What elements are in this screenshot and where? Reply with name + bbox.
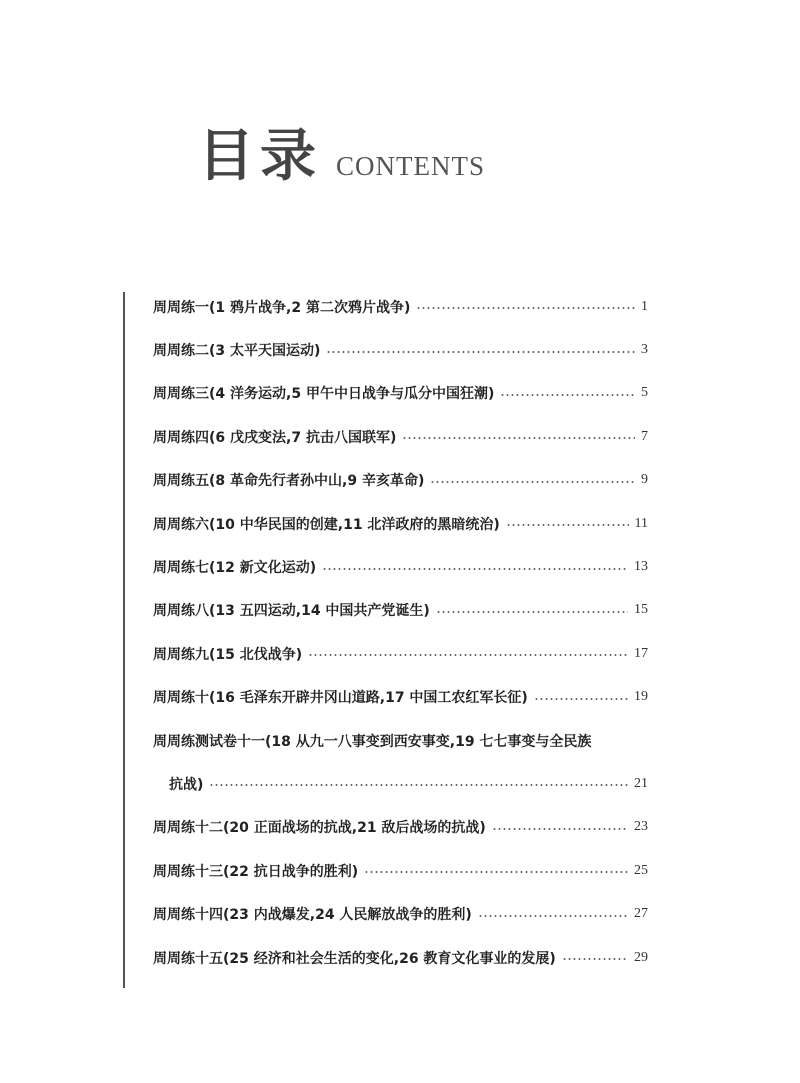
toc-entry-page: 7 xyxy=(641,428,648,444)
table-of-contents xyxy=(153,285,648,979)
toc-entry[interactable] xyxy=(153,285,648,328)
dot-leader xyxy=(436,611,628,613)
dot-leader xyxy=(402,437,635,439)
toc-entry-page: 13 xyxy=(634,559,648,575)
toc-entry-page: 9 xyxy=(641,472,648,488)
toc-entry[interactable] xyxy=(153,892,648,935)
toc-entry[interactable] xyxy=(153,415,648,458)
title-english: CONTENTS xyxy=(336,151,485,181)
page-title xyxy=(198,123,485,189)
toc-entry-page: 27 xyxy=(634,906,648,922)
toc-entry-label: 周周练二(3 太平天国运动) xyxy=(153,343,321,360)
toc-entry-label: 周周练七(12 新文化运动) xyxy=(153,560,317,577)
dot-leader xyxy=(506,524,629,526)
toc-entry[interactable] xyxy=(153,936,648,979)
toc-entry[interactable] xyxy=(153,328,648,371)
dot-leader xyxy=(534,698,628,700)
dot-leader xyxy=(364,871,628,873)
toc-entry[interactable] xyxy=(153,502,648,545)
dot-leader xyxy=(326,351,635,353)
dot-leader xyxy=(416,307,635,309)
toc-entry[interactable] xyxy=(153,719,648,762)
toc-entry-page: 11 xyxy=(634,515,648,531)
title-chinese: 目录 xyxy=(198,123,322,189)
dot-leader xyxy=(209,784,628,786)
vertical-rule xyxy=(123,292,125,988)
toc-entry-label: 周周练十五(25 经济和社会生活的变化,26 教育文化事业的发展) xyxy=(153,950,556,967)
toc-entry[interactable] xyxy=(153,545,648,588)
dot-leader xyxy=(492,828,628,830)
dot-leader xyxy=(478,915,628,917)
toc-entry-page: 25 xyxy=(634,862,648,878)
toc-entry-page: 23 xyxy=(634,819,648,835)
toc-entry-page: 15 xyxy=(634,602,648,618)
toc-entry-page: 29 xyxy=(634,949,648,965)
toc-entry-page: 21 xyxy=(634,775,648,791)
toc-entry-label-continued: 抗战) xyxy=(169,776,204,793)
toc-entry-label: 周周练一(1 鸦片战争,2 第二次鸦片战争) xyxy=(153,299,411,316)
dot-leader xyxy=(500,394,635,396)
toc-entry-page: 19 xyxy=(634,689,648,705)
toc-entry-label: 周周练十四(23 内战爆发,24 人民解放战争的胜利) xyxy=(153,907,472,924)
dot-leader xyxy=(562,958,628,960)
toc-entry-page: 5 xyxy=(641,385,648,401)
toc-entry[interactable] xyxy=(153,589,648,632)
dot-leader xyxy=(430,481,635,483)
toc-entry-page: 1 xyxy=(641,298,648,314)
toc-entry-label: 周周练三(4 洋务运动,5 甲午中日战争与瓜分中国狂潮) xyxy=(153,386,495,403)
toc-entry-label: 周周练十(16 毛泽东开辟井冈山道路,17 中国工农红军长征) xyxy=(153,690,528,707)
toc-entry-label: 周周练五(8 革命先行者孙中山,9 辛亥革命) xyxy=(153,473,425,490)
toc-entry[interactable] xyxy=(153,676,648,719)
toc-entry[interactable] xyxy=(153,632,648,675)
toc-entry-label: 周周练四(6 戊戌变法,7 抗击八国联军) xyxy=(153,429,397,446)
toc-entry[interactable] xyxy=(153,849,648,892)
toc-entry-continuation[interactable] xyxy=(153,762,648,805)
toc-entry-label: 周周练八(13 五四运动,14 中国共产党诞生) xyxy=(153,603,430,620)
toc-entry-label: 周周练九(15 北伐战争) xyxy=(153,646,303,663)
toc-entry-label: 周周练六(10 中华民国的创建,11 北洋政府的黑暗统治) xyxy=(153,516,500,533)
toc-entry[interactable] xyxy=(153,372,648,415)
toc-entry-label: 周周练十三(22 抗日战争的胜利) xyxy=(153,863,359,880)
toc-entry-label: 周周练测试卷十一(18 从九一八事变到西安事变,19 七七事变与全民族 xyxy=(153,733,592,750)
toc-entry[interactable] xyxy=(153,459,648,502)
toc-entry-label: 周周练十二(20 正面战场的抗战,21 敌后战场的抗战) xyxy=(153,820,486,837)
dot-leader xyxy=(322,568,628,570)
toc-entry[interactable] xyxy=(153,806,648,849)
toc-entry-page: 17 xyxy=(634,645,648,661)
toc-entry-page: 3 xyxy=(641,342,648,358)
dot-leader xyxy=(308,654,628,656)
